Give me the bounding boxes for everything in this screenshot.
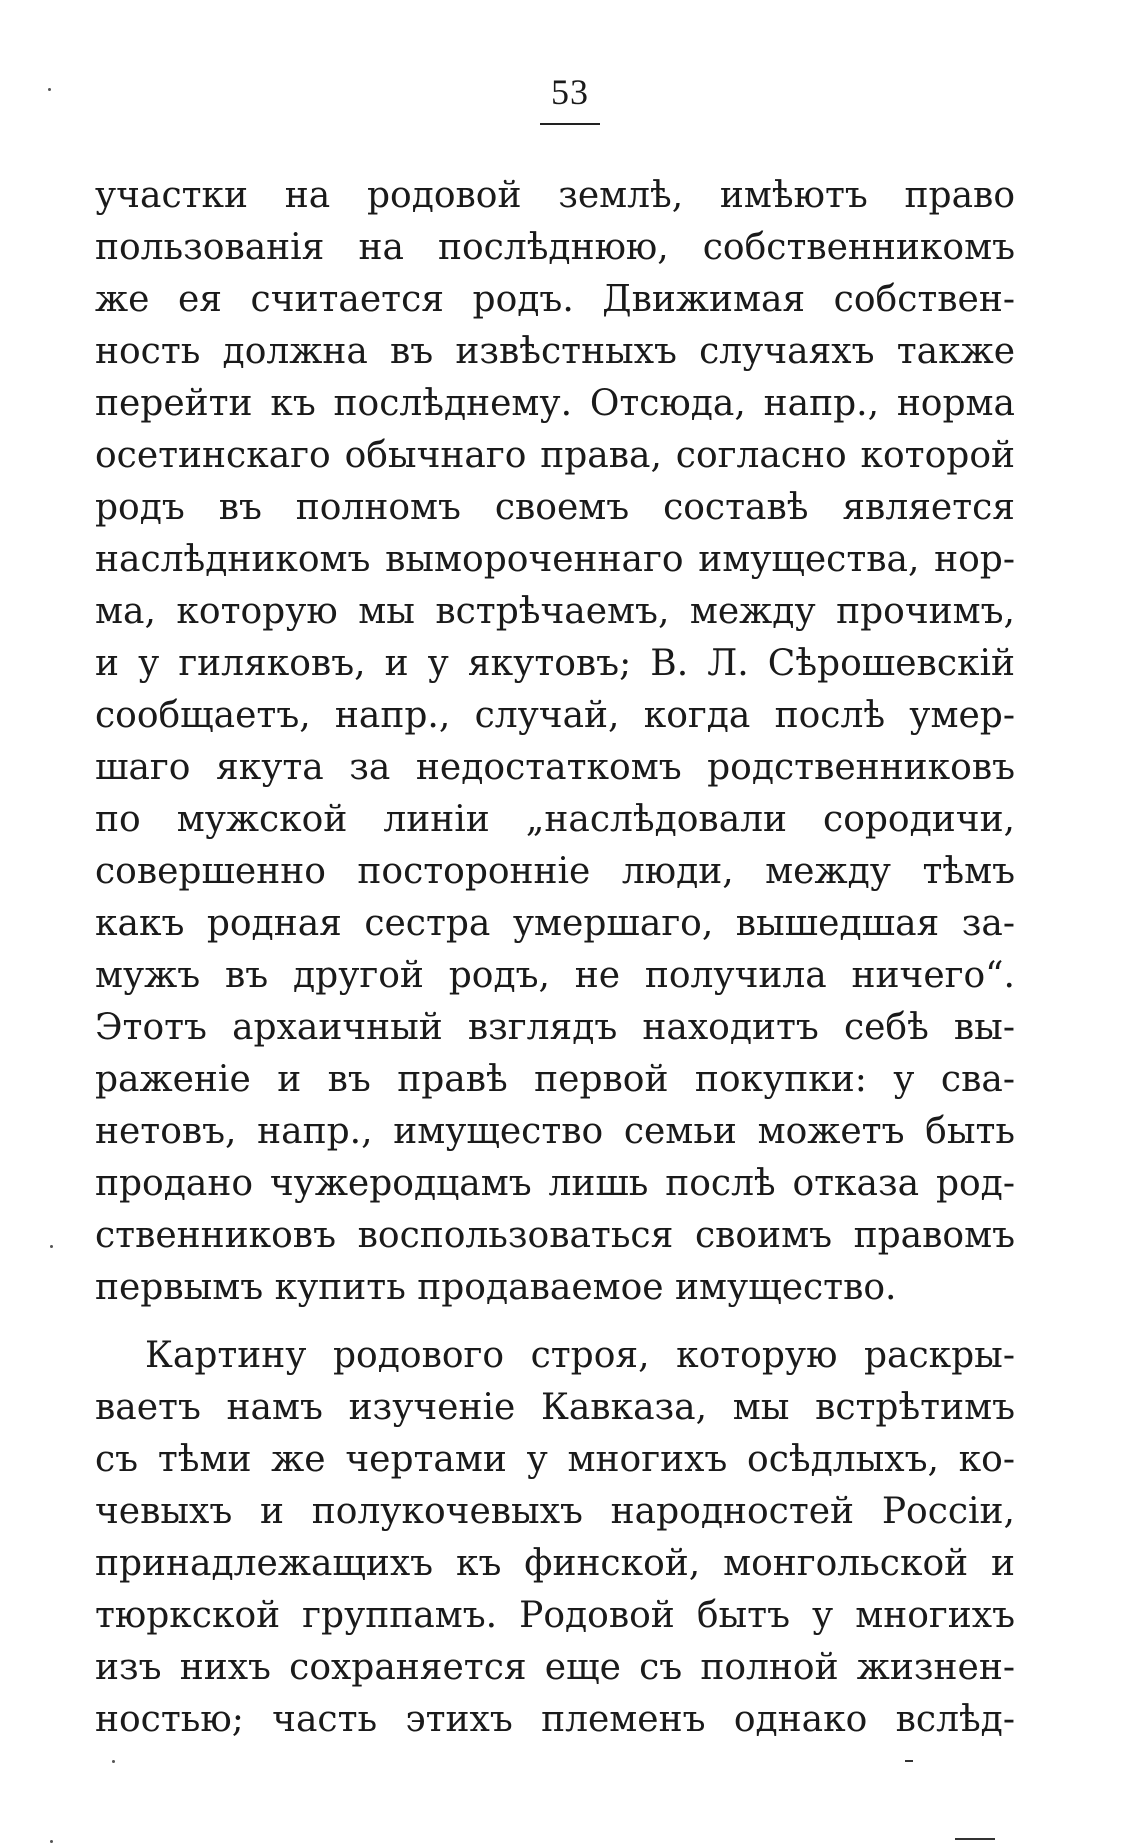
- text-line: ственниковъ воспользоваться своимъ правомъ: [95, 1215, 1015, 1256]
- page-number: 53: [551, 72, 589, 112]
- scan-mark: [955, 1838, 995, 1840]
- text-line: мужъ въ другой родъ, не получила ничего“.: [95, 955, 1015, 996]
- text-line: съ тѣми же чертами у многихъ осѣдлыхъ, ко-: [95, 1439, 1015, 1480]
- text-line: нетовъ, напр., имущество семьи можетъ быть: [95, 1111, 1015, 1152]
- scan-speck: [48, 88, 51, 91]
- text-line: ма, которую мы встрѣчаемъ, между прочимъ,: [95, 591, 1015, 632]
- paragraph-2: [95, 1330, 1015, 1746]
- text-line: и у гиляковъ, и у якутовъ; В. Л. Сѣрошевскій: [95, 643, 1015, 684]
- text-line: же ея считается родъ. Движимая собствен-: [95, 279, 1015, 320]
- text-line: ваетъ намъ изученіе Кавказа, мы встрѣтимъ: [95, 1387, 1015, 1428]
- scan-speck: [112, 1760, 115, 1763]
- scan-speck: [50, 1245, 53, 1248]
- text-line: первымъ купить продаваемое имущество.: [95, 1267, 897, 1308]
- text-line: осетинскаго обычнаго права, согласно которой: [95, 435, 1015, 476]
- text-line: наслѣдникомъ вымороченнаго имущества, нор-: [95, 539, 1015, 580]
- text-line: изъ нихъ сохраняется еще съ полной жизнен-: [95, 1647, 1015, 1688]
- text-line: совершенно посторонніе люди, между тѣмъ: [95, 851, 1015, 892]
- text-line: какъ родная сестра умершаго, вышедшая за-: [95, 903, 1015, 944]
- text-line: по мужской линіи „наслѣдовали сородичи,: [95, 799, 1015, 840]
- text-line: сообщаетъ, напр., случай, когда послѣ умер-: [95, 695, 1015, 736]
- text-line: чевыхъ и полукочевыхъ народностей Россіи,: [95, 1491, 1015, 1532]
- body-text: [95, 170, 1015, 1746]
- text-line: родъ въ полномъ своемъ составѣ является: [95, 487, 1015, 528]
- text-line: перейти къ послѣднему. Отсюда, напр., норма: [95, 383, 1015, 424]
- text-line: ностью; часть этихъ племенъ однако вслѣд-: [95, 1699, 1015, 1740]
- scan-speck: [50, 1840, 53, 1843]
- paragraph-1: [95, 170, 1015, 1314]
- text-line: тюркской группамъ. Родовой бытъ у многихъ: [95, 1595, 1015, 1636]
- text-line: ность должна въ извѣстныхъ случаяхъ также: [95, 331, 1015, 372]
- text-line: Этотъ архаичный взглядъ находитъ себѣ вы-: [95, 1007, 1015, 1048]
- page-number-underline: [540, 123, 600, 125]
- text-line: пользованія на послѣднюю, собственникомъ: [95, 227, 1015, 268]
- text-line: шаго якута за недостаткомъ родственниковъ: [95, 747, 1015, 788]
- text-line: участки на родовой землѣ, имѣютъ право: [95, 175, 1015, 216]
- text-line: принадлежащихъ къ финской, монгольской и: [95, 1543, 1015, 1584]
- text-line: продано чужеродцамъ лишь послѣ отказа род-: [95, 1163, 1015, 1204]
- scan-mark: [905, 1760, 913, 1762]
- paragraph-gap: [95, 1314, 1015, 1330]
- text-line: Картину родового строя, которую раскры-: [145, 1335, 1015, 1376]
- text-line: раженіе и въ правѣ первой покупки: у сва-: [95, 1059, 1015, 1100]
